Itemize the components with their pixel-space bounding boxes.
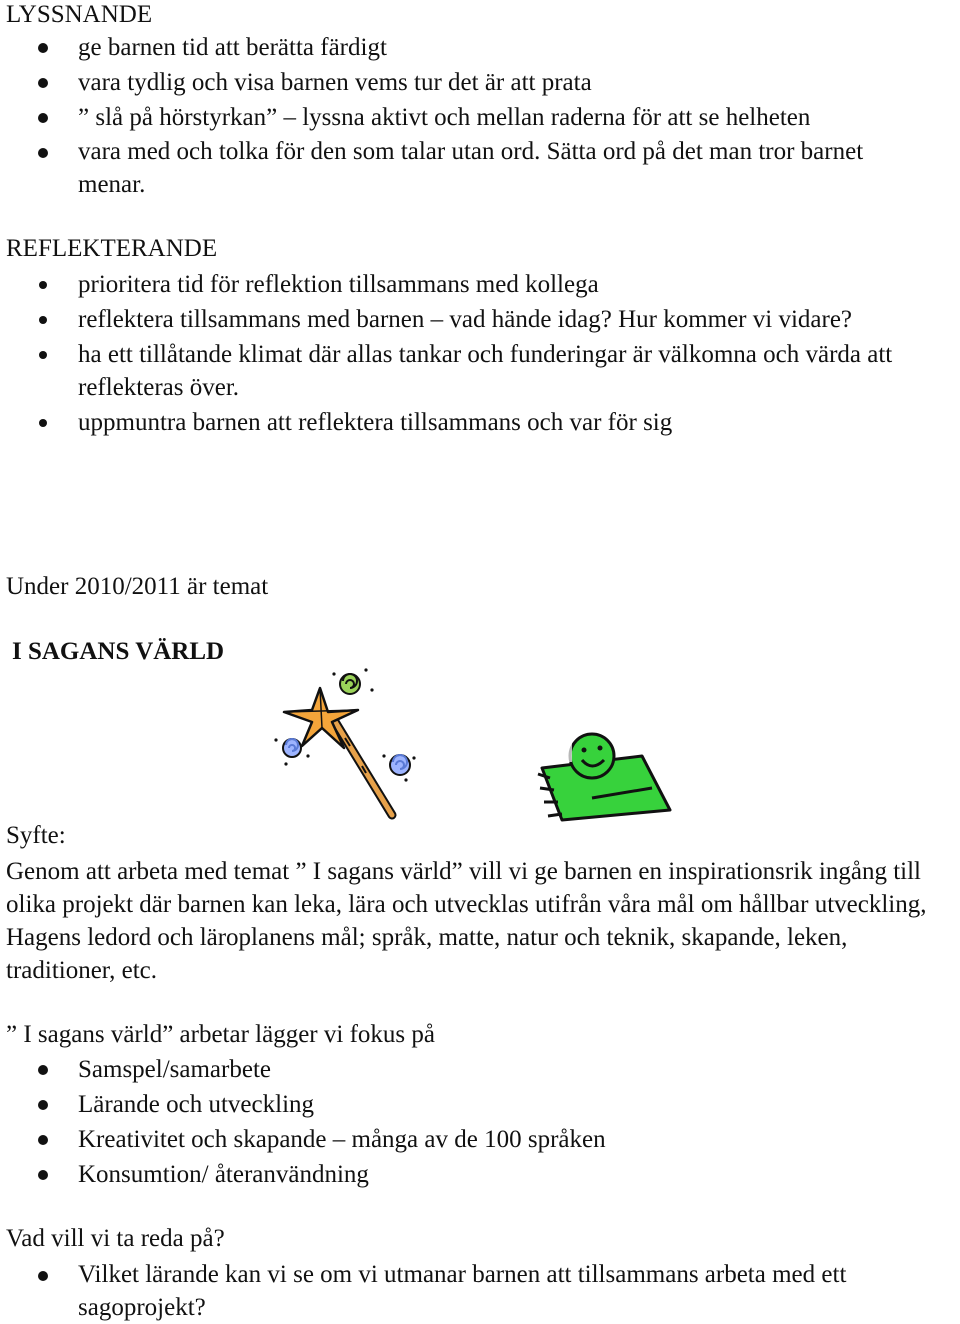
flying-carpet-illustration (532, 728, 677, 833)
list-item: Samspel/samarbete (0, 1052, 960, 1087)
list-item: vara tydlig och visa barnen vems tur det är att prata (0, 65, 960, 100)
list-item: ha ett tillåtande klimat där allas tankar och funderingar är välkomna och värda att reflekteras över. (0, 338, 960, 404)
list-reflekterande (0, 268, 960, 441)
bullet-icon (38, 1135, 48, 1145)
bullet-icon (38, 1170, 48, 1180)
heading-lyssnande: LYSSNANDE (6, 1, 153, 28)
list-item: Konsumtion/ återanvändning (0, 1157, 960, 1192)
bullet-icon (38, 43, 48, 53)
bullet-icon (38, 113, 48, 123)
list-item: Lärande och utveckling (0, 1087, 960, 1122)
bullet-icon (38, 78, 48, 88)
list-item: Vilket lärande kan vi se om vi utmanar barnen att tillsammans arbeta med ett sagoprojekt? (0, 1258, 960, 1324)
syfte-text: Genom att arbeta med temat ” I sagans värld” vill vi ge barnen en inspirationsrik ingång till olika projekt där barnen kan leka, lära och utvecklas utifrån våra mål om hållbar utveckling, Hagens ledord och läroplanens mål; språk, matte, natur och teknik, skapande, leken, traditioner, etc. (6, 858, 927, 984)
list-item: ge barnen tid att berätta färdigt (0, 30, 960, 65)
list-item: reflektera tillsammans med barnen – vad hände idag? Hur kommer vi vidare? (0, 303, 960, 336)
list-lyssnande (0, 30, 960, 201)
bullet-icon (39, 419, 47, 427)
list-item: uppmuntra barnen att reflektera tillsammans och var för sig (0, 406, 960, 439)
list-item: Kreativitet och skapande – många av de 100 språken (0, 1122, 960, 1157)
list-item: vara med och tolka för den som talar utan ord. Sätta ord på det man tror barnet menar. (0, 135, 960, 201)
heading-reflekterande: REFLEKTERANDE (6, 235, 218, 262)
magic-wand-illustration (262, 660, 422, 825)
bullet-icon (38, 1271, 48, 1281)
bullet-icon (39, 281, 47, 289)
bullet-icon (39, 351, 47, 359)
spiral-green-icon (340, 674, 360, 694)
bullet-icon (39, 316, 47, 324)
fragor-heading: Vad vill vi ta reda på? (6, 1225, 225, 1252)
list-item: ” slå på hörstyrkan” – lyssna aktivt och mellan raderna för att se helheten (0, 100, 960, 135)
bullet-icon (38, 148, 48, 158)
tema-intro: Under 2010/2011 är temat (6, 573, 269, 600)
list-fragor (0, 1258, 960, 1324)
syfte-heading: Syfte: (6, 822, 66, 849)
fokus-heading: ” I sagans värld” arbetar lägger vi fokus på (6, 1021, 435, 1048)
bullet-icon (38, 1100, 48, 1110)
bullet-icon (38, 1065, 48, 1075)
tema-title: I SAGANS VÄRLD (12, 638, 225, 665)
list-item: prioritera tid för reflektion tillsammans med kollega (0, 268, 960, 301)
wand-stick (334, 720, 392, 815)
list-fokus (0, 1052, 960, 1192)
